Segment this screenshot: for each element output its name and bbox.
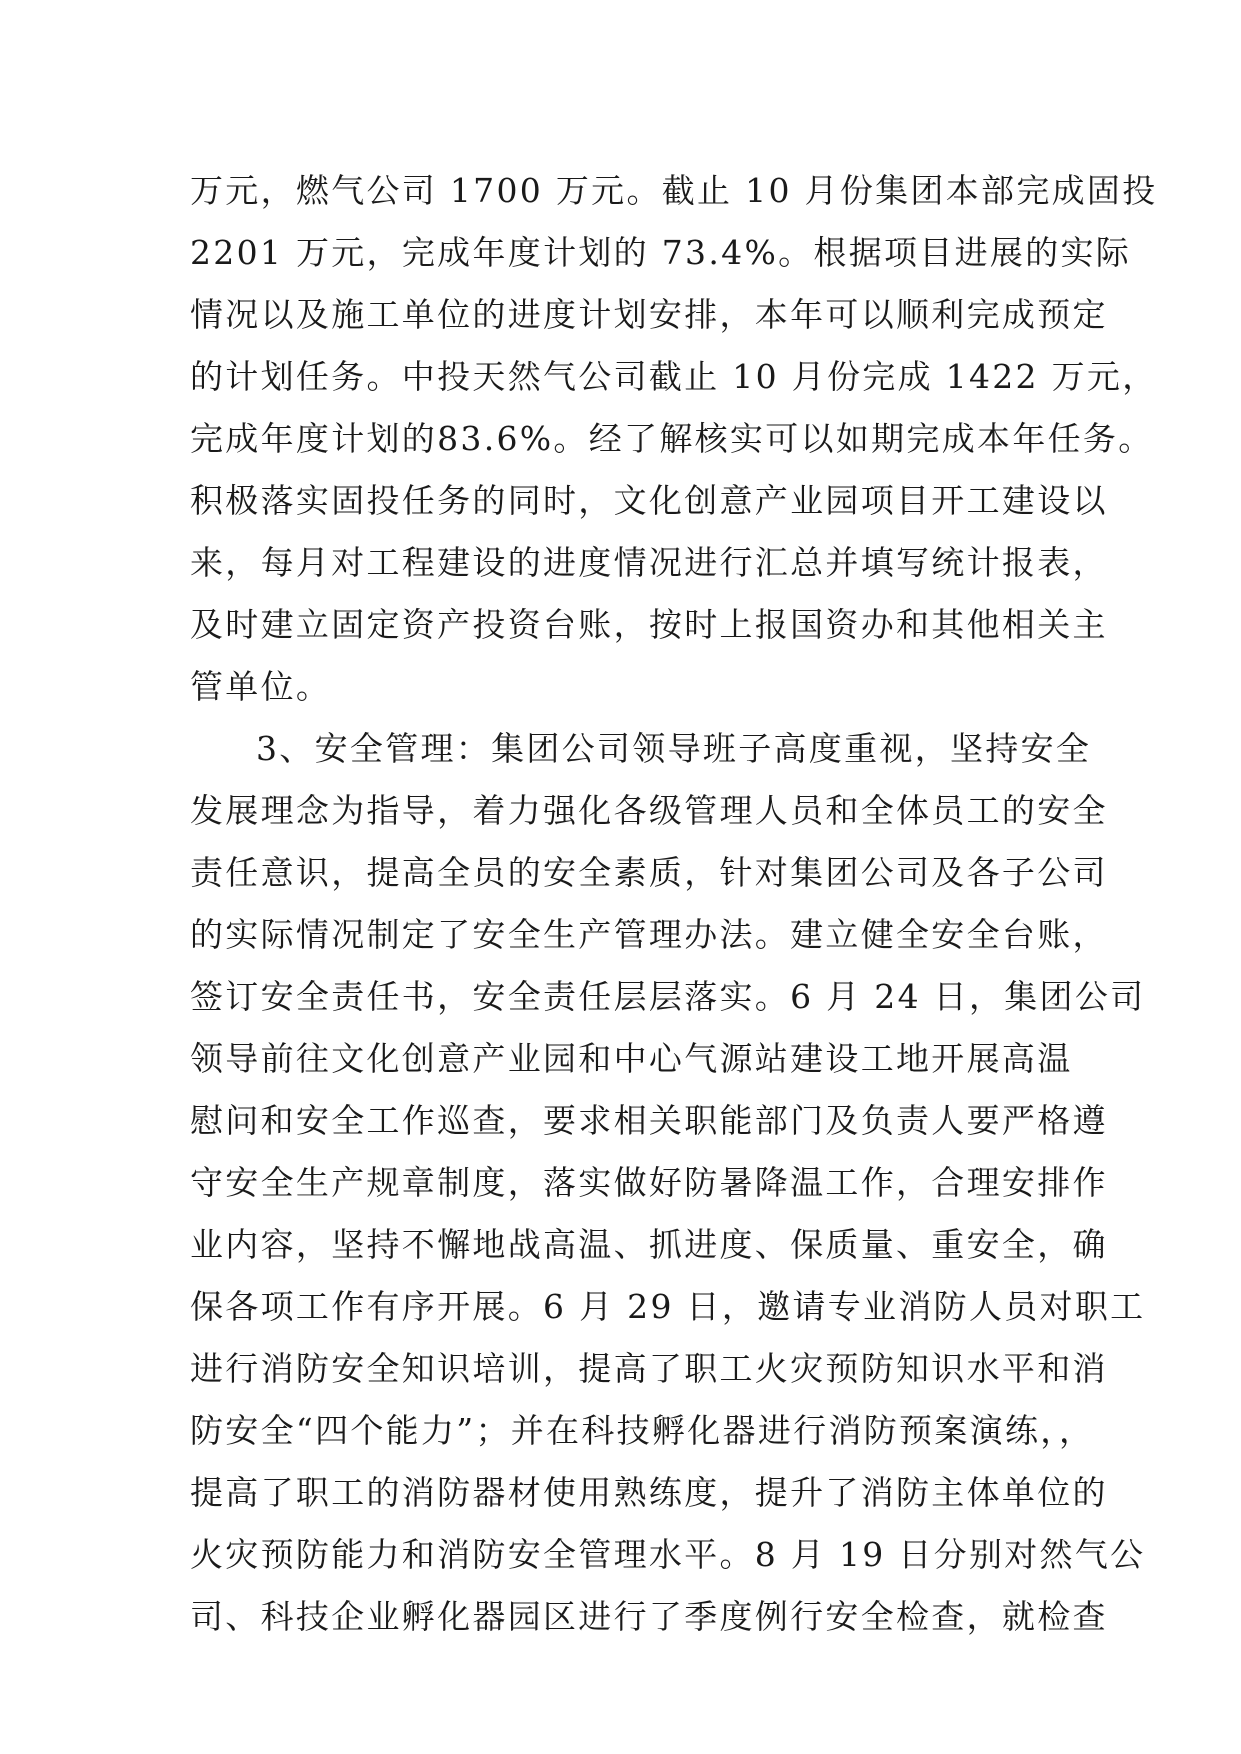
text-line: 的计划任务。中投天然气公司截止 10 月份完成 1422 万元， — [190, 357, 1158, 396]
text-line: 发展理念为指导，着力强化各级管理人员和全体员工的安全 — [190, 791, 1108, 830]
text-line: 来，每月对工程建设的进度情况进行汇总并填写统计报表， — [190, 543, 1108, 582]
text-line: 责任意识，提高全员的安全素质，针对集团公司及各子公司 — [190, 853, 1108, 892]
text-line: 业内容，坚持不懈地战高温、抓进度、保质量、重安全，确 — [190, 1225, 1108, 1264]
text-line: 防安全“四个能力”；并在科技孵化器进行消防预案演练，， — [190, 1411, 1095, 1450]
text-line: 领导前往文化创意产业园和中心气源站建设工地开展高温 — [190, 1039, 1073, 1078]
text-line: 守安全生产规章制度，落实做好防暑降温工作，合理安排作 — [190, 1163, 1108, 1202]
text-line: 3、安全管理：集团公司领导班子高度重视，坚持安全 — [256, 729, 1092, 768]
text-line: 管单位。 — [190, 667, 332, 706]
text-line: 签订安全责任书，安全责任层层落实。6 月 24 日，集团公司 — [190, 977, 1146, 1016]
text-line: 进行消防安全知识培训，提高了职工火灾预防知识水平和消 — [190, 1349, 1108, 1388]
body-text — [190, 160, 1158, 1648]
text-line: 2201 万元，完成年度计划的 73.4%。根据项目进展的实际 — [190, 233, 1132, 272]
text-line: 的实际情况制定了安全生产管理办法。建立健全安全台账， — [190, 915, 1108, 954]
text-line: 积极落实固投任务的同时，文化创意产业园项目开工建设以 — [190, 481, 1108, 520]
text-line: 完成年度计划的83.6%。经了解核实可以如期完成本年任务。 — [190, 419, 1154, 458]
text-line: 司、科技企业孵化器园区进行了季度例行安全检查，就检查 — [190, 1597, 1108, 1636]
paragraph-fixed-investment — [190, 160, 1158, 718]
text-line: 及时建立固定资产投资台账，按时上报国资办和其他相关主 — [190, 605, 1108, 644]
text-line: 提高了职工的消防器材使用熟练度，提升了消防主体单位的 — [190, 1473, 1108, 1512]
text-line: 火灾预防能力和消防安全管理水平。8 月 19 日分别对然气公 — [190, 1535, 1146, 1574]
text-line: 万元，燃气公司 1700 万元。截止 10 月份集团本部完成固投 — [190, 171, 1158, 210]
text-line: 保各项工作有序开展。6 月 29 日，邀请专业消防人员对职工 — [190, 1287, 1146, 1326]
text-line: 情况以及施工单位的进度计划安排，本年可以顺利完成预定 — [190, 295, 1108, 334]
text-line: 慰问和安全工作巡查，要求相关职能部门及负责人要严格遵 — [190, 1101, 1108, 1140]
paragraph-safety-management — [190, 718, 1146, 1648]
